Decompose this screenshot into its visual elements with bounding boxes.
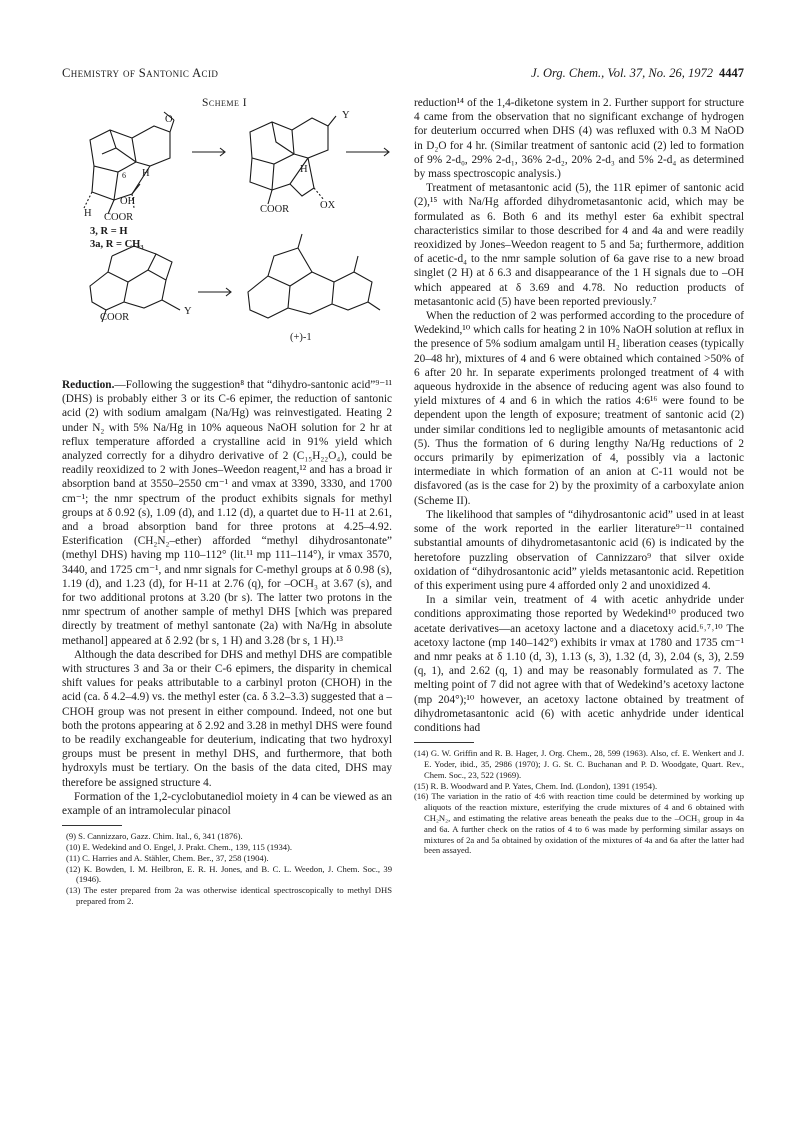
- reaction-arrow-3: [198, 288, 231, 296]
- paragraph-r5: In a similar vein, treatment of 4 with acetic anhydride under conditions approximating those reported by Wedekind¹⁰ produced two acetate derivatives—an acetoxy lactone and a diacetoxy acid.⁶˒⁷˒¹⁰ The acetoxy lactone (mp 140–142°) exhibits ir νmax at 1780 and 1735 cm⁻¹ and nmr peaks at δ 1.10 (d, 3), 1.13 (s, 3), 1.32 (d, 3), 2.04 (s, 3), 2.59 (q, 1), and 2.62 (q, 1) and may be reasonably formulated as 7. The melting point of 7 did not agree with that of Wedekind’s acetoxy lactone (mp 204°);¹⁰ however, an acetoxy lactone obtained by treatment of dihydrometasantonic acid (6) with acetic anhydride under identical conditions had: [414, 594, 744, 734]
- structure-4: [250, 116, 336, 204]
- label-oh: OH: [120, 196, 136, 207]
- paragraph-reduction-text: —Following the suggestion⁸ that “dihydro-santonic acid”⁹⁻¹¹ (DHS) is probably either 3 or its C-6 epimer, the reduction of santonic acid (2) with sodium amalgam (Na/Hg) was reinvestigated. Heating 2 under N₂ with 5% Na/Hg in 10% aqueous NaOH solution for 2 hr at reflux temperature afforded a crystalline acid in 91% yield which analyzed correctly for a dihydro derivative of 2 (C₁₅H₂₂O₄), could be readily reoxidized to 2 with Jones–Weedon reagent,¹² and has a broad ir absorption band at 3550–2550 cm⁻¹ and νmax at 3390, 3330, and 1700 cm⁻¹; the nmr spectrum of the product exhibits signals for methyl groups at δ 0.92 (s), 1.09 (d), and 1.12 (d), a quartet due to H-11 at 2.61, and a broad absorption band for three protons at 4.25–4.92. Esterification (CH₂N₂–ether) afforded “methyl dihydrosantonate” (methyl DHS) having mp 110–112° (lit.¹¹ mp 111–114°), ir νmax 3570, 3440, and 1725 cm⁻¹, and nmr signals for C-methyl groups at δ 0.98 (s), 1.19 (d), and 1.23 (d), for H-11 at 2.76 (q), for –OCH₃ at 3.67 (s), and for two additional protons at 3.20 (br s). The latter two protons in the nmr spectrum of another sample of methyl DHS [which was prepared directly by treatment of methyl santonate (2a) with Na/Hg in absolute methanol] appeared at δ 2.92 (br s, 1 H) and 3.28 (br s, 1 H).¹³: [62, 379, 392, 647]
- paragraph-r2: Treatment of metasantonic acid (5), the 11R epimer of santonic acid (2),¹⁵ with Na/Hg afforded dihydrometasantonic acid, which may be formulated as 6. Both 6 and its methyl ester 6a exhibit spectral characteristics similar to those described for 4 and 4a and were readily reoxidized by Jones–Weedon reagent to 5 and 5a; furthermore, addition of acetic-d₄ to the nmr sample solution of 6a gave rise to a new broad singlet (2 H) at δ 6.3 and disappearance of the 1 H signals due to –OH which appeared at δ 3.69 and 4.78. No reduction products of metasantonic acid (5) have been reported previously.⁷: [414, 182, 744, 308]
- footnote-divider: [414, 742, 474, 743]
- section-run-head: Reduction.: [62, 379, 115, 391]
- product-name: (+)-1: [290, 332, 312, 343]
- scheme-figure: [62, 96, 392, 378]
- label-six: 6: [122, 171, 126, 180]
- label-ox: OX: [320, 200, 336, 211]
- paragraph-r1: reduction¹⁴ of the 1,4-diketone system in 2. Further support for structure 4 came from the observation that no significant exchange of hydrogen for deuterium occurred when DHS (4) was refluxed with 0.3 M NaOD in D₂O for 4 hr. (Similar treatment of santonic acid (2) led to formation of 9% 2-d₀, 29% 2-d₁, 36% 2-d₂, 20% 2-d₃ and 5% 2-d₄ as determined by mass spectroscopic analysis.): [414, 97, 744, 181]
- footnotes-left: [62, 831, 392, 907]
- compound-3-label: 3, R = H: [90, 226, 128, 237]
- paragraph-2: Although the data described for DHS and methyl DHS are compatible with structures 3 and 3a or their C-6 epimers, the disparity in chemical shift values for peaks attributable to a carbinyl proton (CHOH) in the acid (ca. δ 4.2–4.9) vs. the methyl ester (ca. δ 3.2–3.3) suggested that a –CHOH group was not present in either compound. Indeed, not one but both the protons appearing at δ 2.92 and 3.28 in methyl DHS were found to be readily exchangeable for deuterium, indicating that two hydroxyl groups must be present in methyl DHS, and furthermore, that both hydroxyls must be tertiary. On the basis of the data cited, DHS may therefore be assigned structure 4.: [62, 648, 392, 789]
- footnote: (10) E. Wedekind and O. Engel, J. Prakt. Chem., 139, 115 (1934).: [66, 842, 293, 853]
- footnote: (9) S. Cannizzaro, Gazz. Chim. Ital., 6, 341 (1876).: [66, 831, 243, 842]
- footnote: (16) The variation in the ratio of 4:6 with reaction time could be determined by working up aliquots of the reaction mixture, esterifying the crude mixtures of 4 and 6 obtained with CH₂N₂, and estimating the relative areas beneath the peaks due to the –OCH₃ group in 4a and 6a. A further check on the ratios of 4 to 6 was made by performing similar assays on mixtures of 2a and 5a obtained by oxidation of the mixtures of 4a and 6a after the latter had been assayed.: [414, 791, 744, 856]
- footnote: (14) G. W. Griffin and R. B. Hager, J. Org. Chem., 28, 599 (1963). Also, cf. E. Wenkert and J. E. Yoder, ibid., 35, 2986 (1970); J. G. St. C. Buchanan and P. D. Woodgate, Quart. Rev., Chem. Soc., 23, 522 (1969).: [414, 748, 744, 780]
- label-h-bottom: H: [84, 208, 92, 219]
- header-title: Chemistry of Santonic Acid: [62, 66, 219, 80]
- right-column: [414, 96, 744, 856]
- label-coor-left: COOR: [104, 212, 134, 223]
- paragraph-3: Formation of the 1,2-cyclobutanediol moiety in 4 can be viewed as an example of an intramolecular pinacol: [62, 790, 392, 818]
- running-header: [62, 66, 744, 84]
- compound-3a-label: 3a, R = CH₃: [90, 239, 144, 250]
- footnote-divider: [62, 825, 122, 826]
- footnote: (15) R. B. Woodward and P. Yates, Chem. Ind. (London), 1391 (1954).: [414, 780, 658, 791]
- page-number: 4447: [719, 66, 744, 80]
- journal-volume: Vol. 37, No. 26, 1972: [607, 66, 713, 80]
- footnote: (13) The ester prepared from 2a was otherwise identical spectroscopically to methyl DHS prepared from 2.: [66, 885, 392, 907]
- left-column: [62, 96, 392, 907]
- footnote: (12) K. Bowden, I. M. Heilbron, E. R. H. Jones, and B. C. L. Weedon, J. Chem. Soc., 39 (1946).: [66, 863, 392, 885]
- reaction-arrow-1: [192, 148, 225, 156]
- journal-name: J. Org. Chem.,: [531, 66, 605, 80]
- reaction-arrow-2: [346, 148, 389, 156]
- footnotes-right: [414, 748, 744, 856]
- label-y-top: Y: [342, 110, 350, 121]
- scheme-title: Scheme I: [202, 97, 248, 109]
- label-h-left: H: [142, 168, 150, 179]
- paragraph-reduction: [62, 378, 392, 648]
- label-h-mid: H: [300, 164, 308, 175]
- footnote: (11) C. Harries and A. Stähler, Chem. Ber., 37, 258 (1904).: [66, 852, 269, 863]
- structure-bottom-left: [90, 246, 180, 322]
- structure-product: [248, 234, 380, 318]
- label-y-bottom: Y: [184, 306, 192, 317]
- paragraph-r3: When the reduction of 2 was performed according to the procedure of Wedekind,¹⁰ which calls for heating 2 in 10% NaOH solution at reflux in the presence of 5% sodium amalgam until H₂ liberation ceases (typically 20–48 hr), mixtures of 4 and 6 were obtained which contained >50% of 6 after 20 hr. In separate experiments prolonged treatment of 4 with aqueous hydroxide in the absence of reducing agent was also found to yield mixtures of 4 and 6 in which the ratios 4:6¹⁶ were found to be dependent upon the length of exposure; treatment of santonic acid (2) under similar conditions led to negligible amounts of metasantonic acid (5). Thus the formation of 6 during lengthy Na/Hg reductions of 2 occurs primarily by epimerization of 4, possibly via a lactonic intermediate in which formation of an anion at C-11 would not be disfavored (as is the case for 2) by the proximity of a carboxylate anion (Scheme II).: [414, 310, 744, 507]
- label-coor-bottom: COOR: [100, 312, 130, 323]
- label-o: O: [165, 114, 173, 125]
- header-citation: [531, 66, 744, 81]
- paragraph-r4: The likelihood that samples of “dihydrosantonic acid” used in at least some of the work reported in the earlier literature⁹⁻¹¹ contained substantial amounts of dihydrometasantonic acid (6) is indicated by the heretofore puzzling observation of Cannizzaro⁹ that silver oxide oxidation of “dihydrosantonic acid” yields metasantonic acid. Repetition of this experiment using pure 4 afforded only 2 and unoxidized 4.: [414, 508, 744, 592]
- label-coor-mid: COOR: [260, 204, 290, 215]
